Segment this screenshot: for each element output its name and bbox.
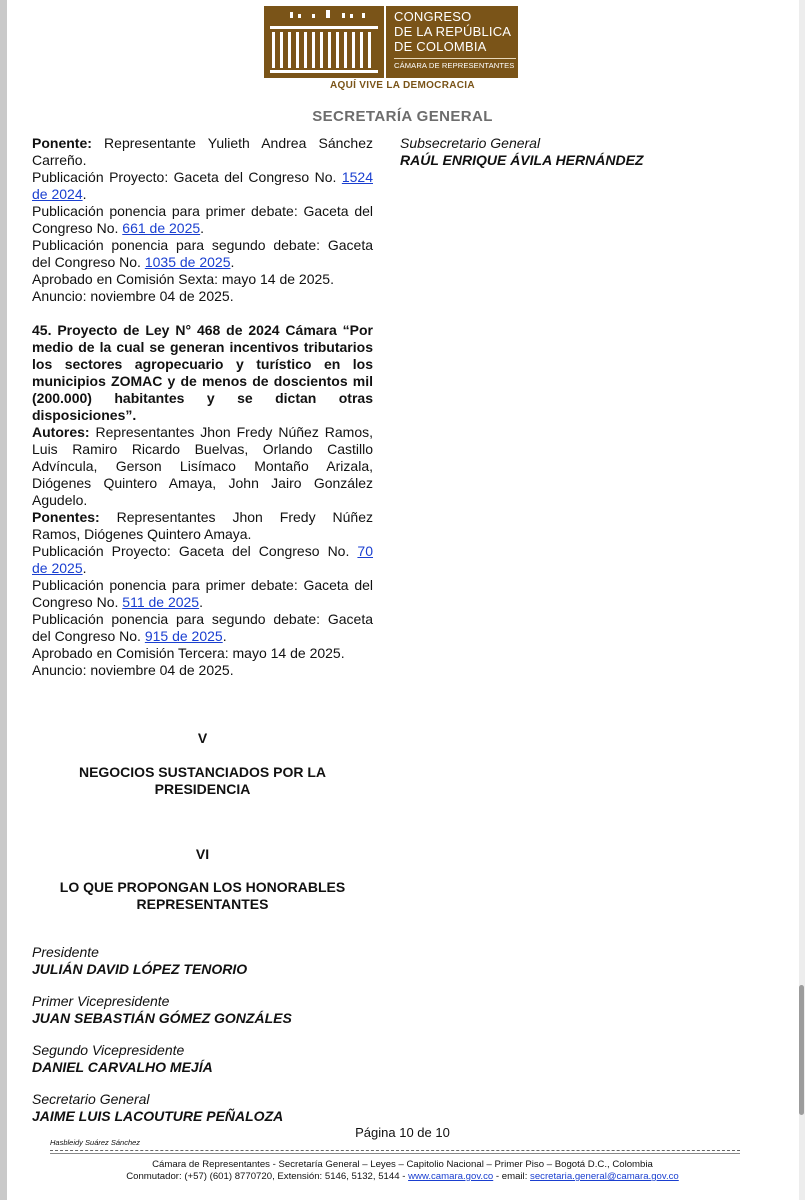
signature-name: DANIEL CARVALHO MEJÍA xyxy=(32,1059,213,1075)
ponente-text: Carreño. xyxy=(32,152,87,168)
aprobado: Aprobado en Comisión Sexta: mayo 14 de 2025. xyxy=(32,271,334,287)
congress-logo xyxy=(264,4,520,78)
section-v-numeral: V xyxy=(197,730,208,746)
signature-role: Primer Vicepresidente xyxy=(32,993,170,1009)
aprobado: Aprobado en Comisión Tercera: mayo 14 de 2025. xyxy=(32,645,345,661)
item-title: medio de la cual se generan incentivos tributarios xyxy=(32,339,373,355)
ponente-label: Ponente: xyxy=(32,135,92,151)
pub-proyecto: Publicación Proyecto: Gaceta del Congreso No. xyxy=(32,169,337,185)
item-title: 45. Proyecto de Ley N° 468 de 2024 Cámara “Por xyxy=(32,322,373,338)
autores-text: Representantes Jhon Fredy Núñez Ramos, xyxy=(95,424,374,440)
gaceta-link[interactable]: 661 de 2025 xyxy=(122,220,201,236)
section-v-title: PRESIDENCIA xyxy=(154,781,251,797)
signature-role: Secretario General xyxy=(32,1091,150,1107)
signature-block xyxy=(32,944,373,978)
ponentes-text: Representantes Jhon Fredy Núñez xyxy=(116,509,374,525)
gaceta-link[interactable]: 915 de 2025 xyxy=(144,628,223,644)
footer-contact xyxy=(0,1171,805,1182)
signature-role: Segundo Vicepresidente xyxy=(32,1042,185,1058)
footer-divider xyxy=(50,1150,740,1151)
signature-block xyxy=(400,135,760,169)
autores-text: Agudelo. xyxy=(32,492,88,508)
pub-ponencia-2: del Congreso No. xyxy=(32,254,141,270)
item-title: (200.000) habitantes y se dictan otras xyxy=(32,390,373,406)
gaceta-link[interactable]: de 2024 xyxy=(32,186,83,202)
footer-phone: Conmutador: (+57) (601) 8770720, Extensión: 5146, 5132, 5144 - xyxy=(126,1171,406,1182)
email-link[interactable]: secretaria.general@camara.gov.co xyxy=(530,1171,679,1182)
signature-role: Subsecretario General xyxy=(400,135,541,151)
logo-line: DE COLOMBIA xyxy=(394,39,487,54)
signature-role: Presidente xyxy=(32,944,99,960)
section-v-title: NEGOCIOS SUSTANCIADOS POR LA xyxy=(78,764,327,780)
gaceta-link[interactable]: 70 xyxy=(357,543,373,559)
pub-ponencia-1: Congreso No. xyxy=(32,220,119,236)
item-title: disposiciones”. xyxy=(32,407,137,423)
pub-ponencia-1: Congreso No. xyxy=(32,594,119,610)
anuncio: Anuncio: noviembre 04 de 2025. xyxy=(32,662,234,678)
footer-address: Cámara de Representantes - Secretaría General – Leyes – Capitolio Nacional – Primer Piso – Bogotá D.C., Colombia xyxy=(152,1159,653,1170)
scrollbar-thumb[interactable] xyxy=(799,985,804,1115)
signature-name: JUAN SEBASTIÁN GÓMEZ GONZÁLES xyxy=(32,1010,292,1026)
pub-ponencia-2: Publicación ponencia para segundo debate: Gaceta xyxy=(32,611,373,627)
ponentes-text: Ramos, Diógenes Quintero Amaya. xyxy=(32,526,252,542)
section-title: SECRETARÍA GENERAL xyxy=(312,108,493,125)
section-vi-title: REPRESENTANTES xyxy=(136,896,269,912)
item-title: los sectores agropecuario y turístico en los xyxy=(32,356,373,372)
pub-proyecto: Publicación Proyecto: Gaceta del Congreso No. xyxy=(32,543,350,559)
section-vi-numeral: VI xyxy=(195,846,210,862)
gaceta-link[interactable]: 1524 xyxy=(341,169,373,185)
right-column xyxy=(400,135,760,169)
signature-name: JAIME LUIS LACOUTURE PEÑALOZA xyxy=(32,1108,284,1124)
item-44: Ponente: Representante Yulieth Andrea Sánchez Carreño. Publicación Proyecto: Gaceta del Congreso No. 1524 de 2024. Publicación ponencia para primer debate: Gaceta del Congreso No. 661 de 2025. Publicación ponencia para segundo debate: Gaceta del Congreso No. 1035 de 2025. Aprobado en Comisión Sexta: mayo 14 de 2025. Anuncio: noviembre 04 de 2025. xyxy=(32,135,373,304)
gaceta-link[interactable]: de 2025 xyxy=(32,560,83,576)
item-45: 45. Proyecto de Ley N° 468 de 2024 Cámara “Por medio de la cual se generan incentivos tributarios los sectores agropecuario y turístico en los municipios ZOMAC y de menos de doscientos mil (200.000) habitantes y se dictan otras disposiciones”. Autores: Representantes Jhon Fredy Núñez Ramos, Luis Ramiro Ricardo Buelvas, Orlando Castillo Advíncula, Gerson Lisímaco Montaño Arizala, Diógenes Quintero Amaya, John Jairo González Agudelo. Ponentes: Representantes Jhon Fredy Núñez Ramos, Diógenes Quintero Amaya. Publicación Proyecto: Gaceta del Congreso No. 70 de 2025. Publicación ponencia para primer debate: Gaceta del Congreso No. 511 de 2025. Publicación ponencia para segundo debate: Gaceta del Congreso No. 915 de 2025. Aprobado en Comisión Tercera: mayo 14 de 2025. Anuncio: noviembre 04 de 2025. xyxy=(32,322,374,678)
left-edge xyxy=(0,0,7,1200)
left-column xyxy=(32,135,373,1125)
ponente-text: Representante Yulieth Andrea Sánchez xyxy=(104,135,373,151)
logo-line: CONGRESO xyxy=(394,9,472,24)
signature-block xyxy=(32,1042,373,1076)
signature-block xyxy=(32,993,373,1027)
signature-block xyxy=(32,1091,373,1125)
signature-name: JULIÁN DAVID LÓPEZ TENORIO xyxy=(32,961,248,977)
pub-ponencia-1: Publicación ponencia para primer debate: Gaceta del xyxy=(32,203,373,219)
page-number: Página 10 de 10 xyxy=(355,1125,450,1140)
logo-subtitle: CÁMARA DE REPRESENTANTES xyxy=(394,58,516,70)
slogan: AQUÍ VIVE LA DEMOCRACIA xyxy=(330,80,475,91)
signature-name: RAÚL ENRIQUE ÁVILA HERNÁNDEZ xyxy=(400,152,644,168)
anuncio: Anuncio: noviembre 04 de 2025. xyxy=(32,288,234,304)
autores-text: Luis Ramiro Ricardo Buelvas, Orlando Castillo xyxy=(32,441,373,457)
pub-ponencia-2: del Congreso No. xyxy=(32,628,141,644)
document-author: Hasbleidy Suárez Sánchez xyxy=(50,1138,141,1147)
autores-text: Advíncula, Gerson Lisímaco Montaño Arizala, xyxy=(32,458,373,474)
autores-text: Diógenes Quintero Amaya, John Jairo González xyxy=(32,475,373,491)
footer-email-label: - email: xyxy=(495,1171,528,1182)
logo-text-box xyxy=(386,6,518,78)
footer-divider xyxy=(50,1153,740,1154)
item-title: municipios ZOMAC y de menos de doscientos mil xyxy=(32,373,373,389)
gaceta-link[interactable]: 1035 de 2025 xyxy=(144,254,231,270)
ponentes-label: Ponentes: xyxy=(32,509,100,525)
section-vi-title: LO QUE PROPONGAN LOS HONORABLES xyxy=(59,879,346,895)
capitol-icon xyxy=(264,4,388,78)
autores-label: Autores: xyxy=(32,424,90,440)
gaceta-link[interactable]: 511 de 2025 xyxy=(122,594,200,610)
pub-ponencia-2: Publicación ponencia para segundo debate: Gaceta xyxy=(32,237,373,253)
logo-line: DE LA REPÚBLICA xyxy=(394,24,512,39)
pub-ponencia-1: Publicación ponencia para primer debate: Gaceta del xyxy=(32,577,373,593)
website-link[interactable]: www.camara.gov.co xyxy=(408,1171,494,1182)
